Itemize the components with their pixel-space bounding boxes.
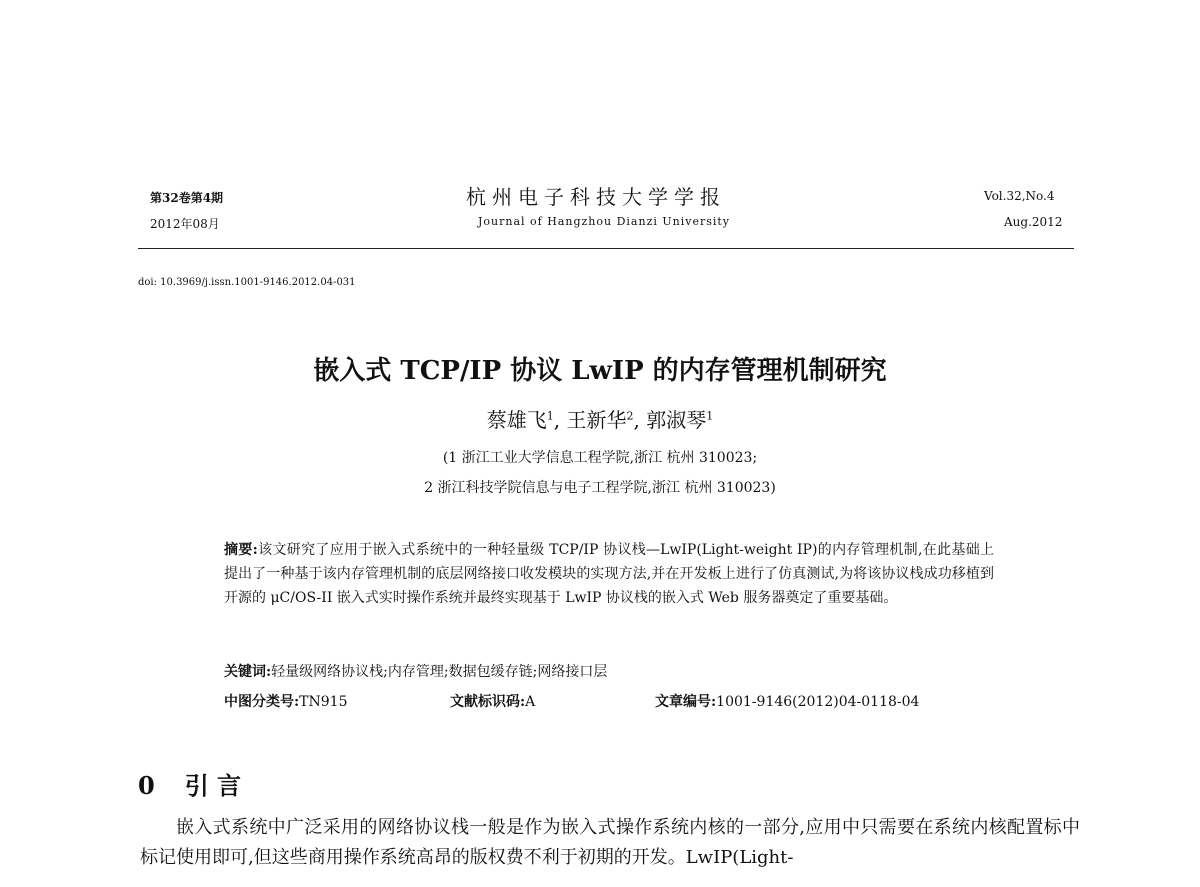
section-number: 0: [138, 771, 155, 800]
doi: doi: 10.3969/j.issn.1001-9146.2012.04-031: [138, 277, 356, 288]
keywords-text: 轻量级网络协议栈;内存管理;数据包缓存链;网络接口层: [271, 664, 608, 680]
volume-issue-en: Vol.32,No.4: [984, 189, 1055, 203]
authors: [0, 404, 1200, 433]
article-number-label: 文章编号:: [655, 694, 717, 710]
article-number-value: 1001-9146(2012)04-0118-04: [716, 694, 920, 710]
clc-value: TN915: [299, 694, 348, 710]
article-number: [655, 691, 919, 711]
date-cn: 2012年08月: [150, 217, 220, 231]
affiliation-2: 2 浙江科技学院信息与电子工程学院,浙江 杭州 310023): [424, 480, 776, 496]
author-affiliation-mark: 1: [706, 409, 714, 423]
clc-label: 中图分类号:: [224, 694, 300, 710]
affiliation-1: (1 浙江工业大学信息工程学院,浙江 杭州 310023;: [442, 450, 758, 466]
volume-issue-cn: 第32卷第4期: [150, 191, 224, 205]
section-heading: [138, 766, 241, 801]
author-separator: ,: [633, 408, 640, 432]
journal-title-en: Journal of Hangzhou Dianzi University: [478, 215, 731, 228]
section-title: 引 言: [184, 771, 242, 800]
author-affiliation-mark: 2: [626, 409, 634, 423]
keywords-label: 关键词:: [224, 664, 272, 680]
journal-title-cn: 杭州电子科技大学学报: [466, 185, 726, 209]
author-affiliation-mark: 1: [546, 409, 554, 423]
abstract-text: 该文研究了应用于嵌入式系统中的一种轻量级 TCP/IP 协议栈—LwIP(Light-weight IP)的内存管理机制,在此基础上提出了一种基于该内存管理机制的底层网络接口收发模块的实现方法,并在开发板上进行了仿真测试,为将该协议栈成功移植到开源的 μC/OS-II 嵌入式实时操作系统并最终实现基于 LwIP 协议栈的嵌入式 Web 服务器奠定了重要基础。: [224, 542, 995, 606]
clc-number: [224, 691, 347, 711]
body-paragraph: 嵌入式系统中广泛采用的网络协议栈一般是作为嵌入式操作系统内核的一部分,应用中只需要在系统内核配置标中标记使用即可,但这些商用操作系统高昂的版权费不利于初期的开发。LwIP(Light-: [140, 817, 1080, 868]
header-rule: [138, 248, 1074, 249]
author-name: 郭淑琴: [646, 408, 707, 432]
author-separator: ,: [553, 408, 561, 432]
document-code-label: 文献标识码:: [450, 694, 526, 710]
date-en: Aug.2012: [1004, 215, 1063, 229]
article-title: 嵌入式 TCP/IP 协议 LwIP 的内存管理机制研究: [313, 356, 887, 386]
author-name: 王新华: [566, 408, 627, 432]
body-text: [140, 813, 1080, 873]
abstract-label: 摘要:: [224, 542, 258, 558]
abstract: [224, 538, 994, 610]
document-code: [450, 691, 535, 711]
author-name: 蔡雄飞: [486, 408, 547, 432]
document-code-value: A: [525, 694, 536, 710]
keywords: [224, 661, 607, 681]
